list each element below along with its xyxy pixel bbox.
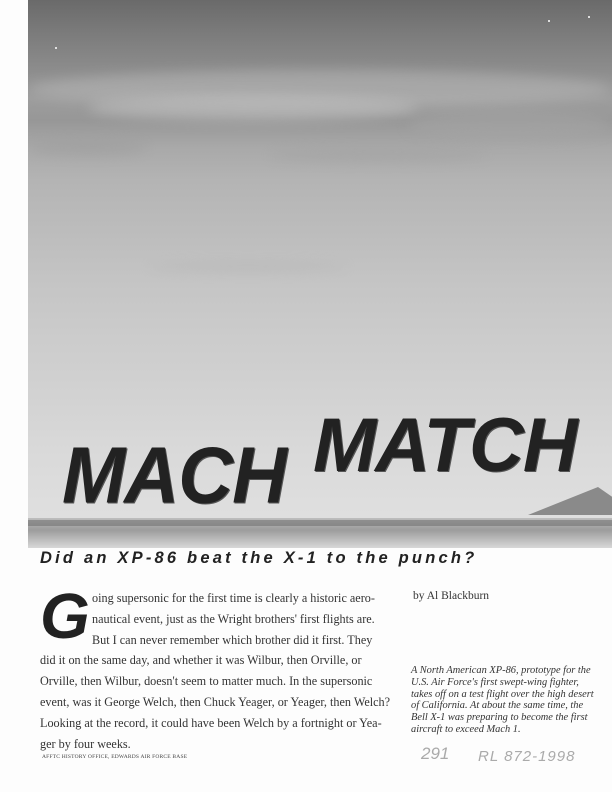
drop-cap: G <box>40 580 90 652</box>
body-line: But I can never remember which brother did it first. They <box>92 632 373 647</box>
handwritten-page-number: 291 <box>421 744 450 763</box>
mountain <box>528 487 612 515</box>
body-line: Orville, then Wilbur, doesn't seem to matter much. In the supersonic <box>40 674 373 689</box>
photo-caption: A North American XP-86, prototype for the U.S. Air Force's first swept-wing fighter, takes off on a test flight over the high desert of California. At about the same time, the Bell X-1 was preparing to become the first aircraft to exceed Mach 1. <box>411 665 594 735</box>
footer-credit: AFFTC HISTORY OFFICE, EDWARDS AIR FORCE BASE <box>42 754 188 760</box>
byline: by Al Blackburn <box>413 590 490 602</box>
title-word-match: MATCH <box>313 403 577 488</box>
body-line: event, was it George Welch, then Chuck Yeager, or Yeager, then Welch? <box>40 694 391 709</box>
body-line: ger by four weeks. <box>40 736 131 751</box>
title-word-mach: MACH <box>62 430 286 521</box>
body-line: did it on the same day, and whether it was Wilbur, then Orville, or <box>40 653 362 668</box>
article-body <box>40 580 400 754</box>
handwritten-reference: RL 872-1998 <box>478 748 576 765</box>
body-line: Looking at the record, it could have been Welch by a fortnight or Yea- <box>40 715 382 730</box>
body-line: nautical event, just as the Wright brothers' first flights are. <box>92 611 375 626</box>
subtitle: Did an XP-86 beat the X-1 to the punch? <box>40 549 478 567</box>
body-line: oing supersonic for the first time is clearly a historic aero- <box>92 591 375 605</box>
